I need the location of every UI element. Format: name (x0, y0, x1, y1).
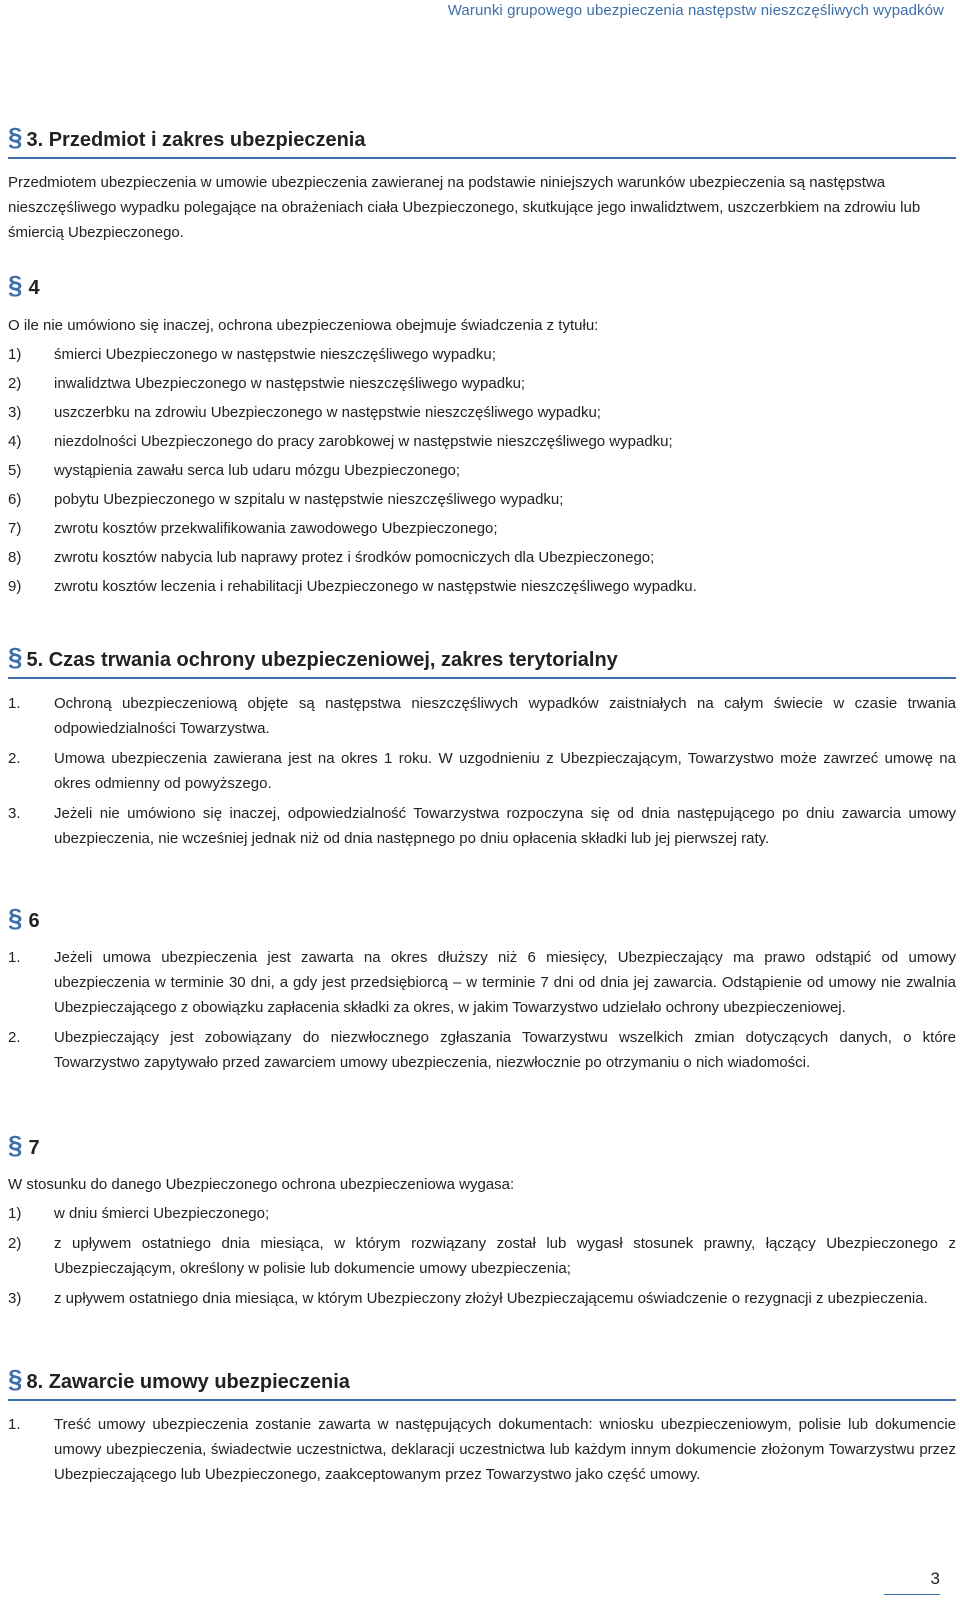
item-text: zwrotu kosztów przekwalifikowania zawodowego Ubezpieczonego; (54, 520, 498, 537)
item-text: niezdolności Ubezpieczonego do pracy zarobkowej w następstwie nieszczęśliwego wypadku; (54, 433, 673, 450)
item-number: 5) (8, 462, 22, 479)
section-3-body: Przedmiotem ubezpieczenia w umowie ubezpieczenia zawieranej na podstawie niniejszych warunków ubezpieczenia są następstwa nieszczęśliwego wypadku polegające na obrażeniach ciała Ubezpieczonego, skutkujące jego inwalidztwem, uszczerbkiem na zdrowiu lub śmiercią Ubezpieczonego. (8, 174, 921, 241)
list-item (8, 400, 956, 425)
paragraph-6-list (8, 945, 956, 1080)
list-item (8, 458, 956, 483)
list-item (8, 1286, 956, 1311)
item-text: Treść umowy ubezpieczenia zostanie zawarta w następujących dokumentach: wniosku ubezpieczeniowym, polisie lub dokumencie umowy ubezpieczenia, świadectwie uczestnictwa, deklaracji uczestnictwa lub każdym innym dokumencie złożonym Towarzystwu przez Ubezpieczającego lub Ubezpieczonego, zaakceptowanym przez Towarzystwo jako część umowy. (54, 1416, 956, 1483)
list-item (8, 545, 956, 570)
list-item (8, 1025, 956, 1075)
item-number: 2) (8, 1235, 22, 1252)
list-item (8, 691, 956, 741)
paragraph-6-heading (8, 905, 40, 934)
paragraph-7-intro: W stosunku do danego Ubezpieczonego ochrona ubezpieczeniowa wygasa: (8, 1176, 515, 1193)
list-item (8, 371, 956, 396)
section-symbol: § (8, 903, 23, 933)
list-item (8, 1201, 956, 1226)
list-item (8, 516, 956, 541)
list-item (8, 945, 956, 1020)
section-symbol: § (8, 1364, 23, 1394)
section-symbol: § (8, 270, 23, 300)
item-number: 2. (8, 1029, 21, 1046)
item-number: 6) (8, 491, 22, 508)
paragraph-7-number: 7 (28, 1137, 40, 1159)
item-text: z upływem ostatniego dnia miesiąca, w którym Ubezpieczony złożył Ubezpieczającemu oświadczenie o rezygnacji z ubezpieczenia. (54, 1290, 928, 1307)
section-8-list (8, 1412, 956, 1492)
section-symbol: § (8, 122, 23, 152)
item-number: 2) (8, 375, 22, 392)
section-3-heading (8, 124, 956, 159)
item-number: 3. (8, 805, 21, 822)
item-number: 1. (8, 695, 21, 712)
item-number: 1. (8, 1416, 21, 1433)
page-number-rule (884, 1594, 940, 1595)
page-number: 3 (930, 1569, 940, 1588)
item-number: 2. (8, 750, 21, 767)
item-text: śmierci Ubezpieczonego w następstwie nieszczęśliwego wypadku; (54, 346, 496, 363)
item-text: zwrotu kosztów nabycia lub naprawy protez i środków pomocniczych dla Ubezpieczonego; (54, 549, 655, 566)
section-3-title: 3. Przedmiot i zakres ubezpieczenia (26, 129, 366, 151)
item-text: Jeżeli nie umówiono się inaczej, odpowiedzialność Towarzystwa rozpoczyna się od dnia następującego po dniu zawarcia umowy ubezpieczenia, nie wcześniej jednak niż od dnia następnego po dniu opłacenia składki lub jej pierwszej raty. (54, 805, 956, 847)
item-text: Ubezpieczający jest zobowiązany do niezwłocznego zgłaszania Towarzystwu wszelkich zmian dotyczących danych, o które Towarzystwo zapytywało przed zawarciem umowy ubezpieczenia, niezwłocznie po otrzymaniu o nich wiadomości. (54, 1029, 956, 1071)
item-text: Ochroną ubezpieczeniową objęte są następstwa nieszczęśliwych wypadków zaistniałych na całym świecie w czasie trwania odpowiedzialności Towarzystwa. (54, 695, 956, 737)
list-item (8, 801, 956, 851)
item-number: 1. (8, 949, 21, 966)
section-5-title: 5. Czas trwania ochrony ubezpieczeniowej, zakres terytorialny (26, 649, 618, 671)
section-5-list (8, 691, 956, 856)
paragraph-7-heading (8, 1132, 40, 1161)
paragraph-7-list (8, 1201, 956, 1316)
item-text: z upływem ostatniego dnia miesiąca, w którym rozwiązany został lub wygasł stosunek prawny, łączący Ubezpieczonego z Ubezpieczającym, określony w polisie lub dokumencie umowy ubezpieczenia; (54, 1235, 956, 1277)
item-text: zwrotu kosztów leczenia i rehabilitacji Ubezpieczonego w następstwie nieszczęśliwego wypadku. (54, 578, 697, 595)
page-header: Warunki grupowego ubezpieczenia następstw nieszczęśliwych wypadków (447, 2, 944, 19)
list-item (8, 746, 956, 796)
item-number: 3) (8, 1290, 22, 1307)
item-number: 4) (8, 433, 22, 450)
paragraph-4-heading (8, 272, 40, 301)
list-item (8, 574, 956, 599)
section-8-title: 8. Zawarcie umowy ubezpieczenia (26, 1371, 350, 1393)
paragraph-4-list (8, 342, 956, 603)
section-8-heading (8, 1366, 956, 1401)
paragraph-6-number: 6 (28, 910, 40, 932)
item-number: 1) (8, 346, 22, 363)
item-number: 3) (8, 404, 22, 421)
list-item (8, 487, 956, 512)
section-symbol: § (8, 642, 23, 672)
item-number: 1) (8, 1205, 22, 1222)
list-item (8, 342, 956, 367)
section-symbol: § (8, 1130, 23, 1160)
paragraph-4-number: 4 (28, 277, 40, 299)
list-item (8, 429, 956, 454)
item-text: pobytu Ubezpieczonego w szpitalu w następstwie nieszczęśliwego wypadku; (54, 491, 564, 508)
section-5-heading (8, 644, 956, 679)
item-text: wystąpienia zawału serca lub udaru mózgu Ubezpieczonego; (54, 462, 461, 479)
item-text: w dniu śmierci Ubezpieczonego; (54, 1205, 270, 1222)
item-number: 9) (8, 578, 22, 595)
item-text: inwalidztwa Ubezpieczonego w następstwie nieszczęśliwego wypadku; (54, 375, 526, 392)
paragraph-4-intro: O ile nie umówiono się inaczej, ochrona ubezpieczeniowa obejmuje świadczenia z tytułu: (8, 317, 599, 334)
list-item (8, 1412, 956, 1487)
item-text: Jeżeli umowa ubezpieczenia jest zawarta na okres dłuższy niż 6 miesięcy, Ubezpieczający ma prawo odstąpić od umowy ubezpieczenia w terminie 30 dni, a gdy jest przedsiębiorcą – w terminie 7 dni od dnia jej zawarcia. Odstąpienie od umowy nie zwalnia Ubezpieczającego z obowiązku zapłacenia składki za okres, w jakim Towarzystwo udzielało ochrony ubezpieczeniowej. (54, 949, 956, 1016)
item-number: 7) (8, 520, 22, 537)
item-text: Umowa ubezpieczenia zawierana jest na okres 1 roku. W uzgodnieniu z Ubezpieczającym, Towarzystwo może zawrzeć umowę na okres odmienny od powyższego. (54, 750, 956, 792)
list-item (8, 1231, 956, 1281)
item-text: uszczerbku na zdrowiu Ubezpieczonego w następstwie nieszczęśliwego wypadku; (54, 404, 601, 421)
item-number: 8) (8, 549, 22, 566)
